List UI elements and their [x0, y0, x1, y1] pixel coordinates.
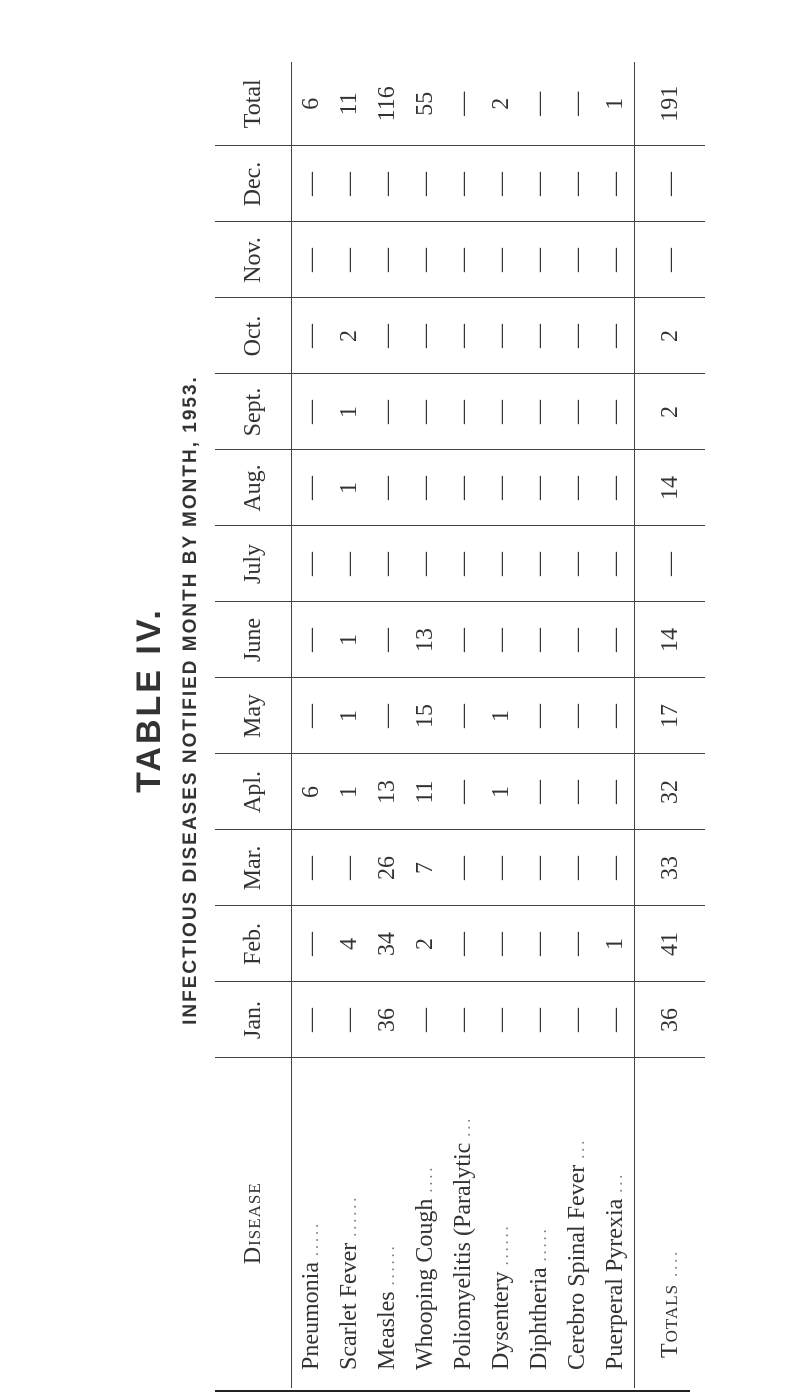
month-value: —: [558, 298, 596, 374]
month-value: —: [596, 754, 635, 830]
month-value: 1: [330, 602, 368, 678]
month-value: —: [635, 222, 706, 298]
month-value: —: [596, 222, 635, 298]
month-value: —: [368, 526, 406, 602]
month-value: 2: [406, 906, 444, 982]
month-value: —: [292, 678, 331, 754]
leader-dots: ......: [342, 1194, 360, 1237]
infectious-diseases-table: [215, 62, 705, 1388]
month-value: —: [292, 830, 331, 906]
row-total-value: 55: [411, 91, 438, 116]
disease-name: [444, 1058, 482, 1388]
month-value: —: [292, 602, 331, 678]
month-value: —: [330, 222, 368, 298]
header-month: Dec.: [215, 146, 292, 222]
month-value: —: [406, 526, 444, 602]
table-title: INFECTIOUS DISEASES NOTIFIED MONTH BY MONTH, 1953.: [180, 375, 201, 1025]
month-value: —: [482, 374, 520, 450]
month-value: —: [292, 222, 331, 298]
month-value: —: [520, 450, 558, 526]
month-value: —: [406, 374, 444, 450]
month-value: 32: [635, 754, 706, 830]
month-value: 1: [596, 906, 635, 982]
disease-label: Measles: [373, 1291, 400, 1370]
month-value: 1: [482, 754, 520, 830]
leader-dots: ....: [663, 1248, 681, 1277]
month-value: —: [444, 602, 482, 678]
month-value: —: [520, 678, 558, 754]
month-value: 26: [368, 830, 406, 906]
month-value: —: [368, 450, 406, 526]
row-total-value: 1: [601, 97, 628, 110]
header-month: May: [215, 678, 292, 754]
disease-label: Poliomyelitis (Paralytic: [449, 1142, 476, 1370]
leader-dots: ....: [418, 1164, 436, 1193]
month-value: —: [635, 146, 706, 222]
month-value: —: [292, 146, 331, 222]
month-value: —: [444, 298, 482, 374]
header-month: July: [215, 526, 292, 602]
header-month: Oct.: [215, 298, 292, 374]
month-value: 7: [406, 830, 444, 906]
month-value: 41: [635, 906, 706, 982]
month-value: —: [520, 982, 558, 1058]
table-row: [444, 62, 482, 1388]
month-value: —: [558, 678, 596, 754]
month-value: —: [520, 298, 558, 374]
month-value: —: [444, 526, 482, 602]
disease-name: [330, 1058, 368, 1388]
month-value: —: [444, 146, 482, 222]
month-value: —: [558, 906, 596, 982]
table-row: [368, 62, 406, 1388]
row-total-value: —: [525, 91, 552, 116]
month-value: —: [482, 450, 520, 526]
month-value: —: [330, 982, 368, 1058]
month-value: —: [368, 374, 406, 450]
month-value: —: [444, 830, 482, 906]
row-total-value: 11: [335, 92, 362, 116]
month-value: 6: [292, 754, 331, 830]
row-total-value: —: [563, 91, 590, 116]
header-month: Feb.: [215, 906, 292, 982]
month-value: —: [406, 982, 444, 1058]
table-row: [558, 62, 596, 1388]
disease-label: Whooping Cough: [411, 1198, 438, 1370]
month-value: 1: [330, 374, 368, 450]
month-value: —: [596, 450, 635, 526]
table-label: TABLE IV.: [130, 607, 168, 793]
table-row: [330, 62, 368, 1388]
row-total-value: 6: [297, 97, 324, 110]
month-value: 4: [330, 906, 368, 982]
month-value: —: [406, 450, 444, 526]
month-value: 2: [635, 298, 706, 374]
month-value: 14: [635, 602, 706, 678]
totals-label: [635, 1058, 706, 1388]
month-value: 33: [635, 830, 706, 906]
month-value: —: [596, 526, 635, 602]
month-value: —: [482, 602, 520, 678]
month-value: —: [558, 222, 596, 298]
month-value: —: [596, 298, 635, 374]
month-value: 11: [406, 754, 444, 830]
month-value: —: [482, 906, 520, 982]
table-row: [596, 62, 635, 1388]
disease-label: Dysentery: [487, 1271, 514, 1370]
month-value: —: [292, 906, 331, 982]
month-value: —: [482, 982, 520, 1058]
month-value: —: [596, 982, 635, 1058]
disease-name: [558, 1058, 596, 1388]
month-value: —: [368, 678, 406, 754]
month-value: 1: [330, 678, 368, 754]
month-value: —: [444, 754, 482, 830]
month-value: —: [330, 830, 368, 906]
header-month: Sept.: [215, 374, 292, 450]
month-value: —: [444, 222, 482, 298]
table-row: [520, 62, 558, 1388]
table-left-rule: [215, 1390, 690, 1392]
month-value: 36: [635, 982, 706, 1058]
disease-name: [368, 1058, 406, 1388]
header-month: Aug.: [215, 450, 292, 526]
row-total-value: 2: [487, 97, 514, 110]
month-value: —: [520, 146, 558, 222]
month-value: —: [596, 374, 635, 450]
month-value: —: [482, 526, 520, 602]
disease-label: Cerebro Spinal Fever: [563, 1164, 590, 1370]
month-value: —: [635, 526, 706, 602]
month-value: —: [558, 754, 596, 830]
disease-label: Totals: [656, 1283, 683, 1358]
month-value: —: [444, 374, 482, 450]
month-value: —: [520, 374, 558, 450]
month-value: —: [558, 450, 596, 526]
header-month: June: [215, 602, 292, 678]
table-row: [292, 62, 331, 1388]
table-row: [406, 62, 444, 1388]
month-value: —: [520, 830, 558, 906]
row-total-value: 116: [373, 86, 400, 122]
month-value: —: [330, 146, 368, 222]
disease-name: [520, 1058, 558, 1388]
totals-row: [635, 62, 706, 1388]
leader-dots: ...: [456, 1115, 474, 1137]
leader-dots: .....: [304, 1221, 322, 1256]
month-value: 2: [635, 374, 706, 450]
month-value: —: [368, 146, 406, 222]
month-value: —: [292, 298, 331, 374]
month-value: —: [444, 450, 482, 526]
month-value: 13: [406, 602, 444, 678]
month-value: —: [292, 982, 331, 1058]
month-value: 36: [368, 982, 406, 1058]
month-value: —: [444, 982, 482, 1058]
month-value: —: [368, 298, 406, 374]
month-value: —: [596, 146, 635, 222]
month-value: —: [292, 450, 331, 526]
month-value: 34: [368, 906, 406, 982]
month-value: —: [406, 146, 444, 222]
leader-dots: ......: [494, 1223, 512, 1266]
header-month: Jan.: [215, 982, 292, 1058]
disease-label: Pneumonia: [297, 1262, 324, 1370]
month-value: —: [558, 526, 596, 602]
month-value: —: [292, 526, 331, 602]
month-value: —: [520, 906, 558, 982]
month-value: —: [368, 222, 406, 298]
leader-dots: .....: [532, 1226, 550, 1262]
table-body: [292, 62, 706, 1388]
disease-name: [596, 1058, 635, 1388]
disease-label: Diphtheria: [525, 1267, 552, 1370]
month-value: —: [482, 222, 520, 298]
month-value: —: [596, 678, 635, 754]
leader-dots: ...: [608, 1171, 626, 1193]
disease-name: [292, 1058, 331, 1388]
leader-dots: ......: [380, 1243, 398, 1286]
disease-name: [406, 1058, 444, 1388]
header-disease: Disease: [215, 1058, 292, 1388]
header-total: Total: [215, 62, 292, 146]
month-value: —: [596, 602, 635, 678]
grand-total-value: 191: [635, 62, 706, 146]
month-value: 13: [368, 754, 406, 830]
table-row: [482, 62, 520, 1388]
month-value: —: [482, 146, 520, 222]
month-value: —: [406, 222, 444, 298]
row-total-value: —: [449, 91, 476, 116]
month-value: —: [482, 830, 520, 906]
leader-dots: ...: [570, 1137, 588, 1159]
month-value: —: [520, 526, 558, 602]
month-value: —: [444, 906, 482, 982]
month-value: 1: [330, 754, 368, 830]
month-value: —: [520, 602, 558, 678]
month-value: 1: [482, 678, 520, 754]
month-value: —: [558, 374, 596, 450]
month-value: —: [558, 602, 596, 678]
header-month: Nov.: [215, 222, 292, 298]
disease-label: Scarlet Fever: [335, 1242, 362, 1370]
month-value: —: [558, 146, 596, 222]
month-value: —: [558, 982, 596, 1058]
month-value: 14: [635, 450, 706, 526]
month-value: 2: [330, 298, 368, 374]
month-value: —: [444, 678, 482, 754]
month-value: —: [596, 830, 635, 906]
month-value: —: [368, 602, 406, 678]
month-value: 15: [406, 678, 444, 754]
month-value: —: [482, 298, 520, 374]
disease-name: [482, 1058, 520, 1388]
month-value: —: [330, 526, 368, 602]
month-value: —: [292, 374, 331, 450]
month-value: 17: [635, 678, 706, 754]
month-value: —: [558, 830, 596, 906]
month-value: 1: [330, 450, 368, 526]
header-month: Mar.: [215, 830, 292, 906]
disease-label: Puerperal Pyrexia: [601, 1198, 628, 1370]
month-value: —: [520, 754, 558, 830]
month-value: —: [520, 222, 558, 298]
header-row: [215, 62, 292, 1388]
month-value: —: [406, 298, 444, 374]
header-month: Apl.: [215, 754, 292, 830]
